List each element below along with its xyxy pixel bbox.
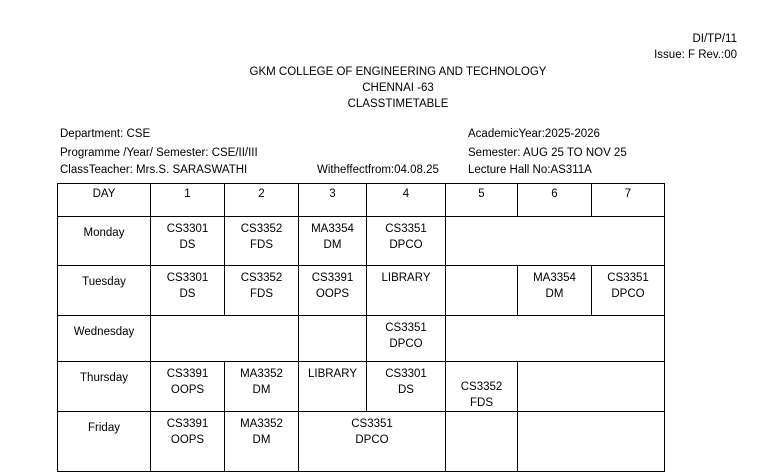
tuesday-period-1: CS3301 DS <box>151 266 225 316</box>
thursday-period-2: MA3352 DM <box>225 362 299 412</box>
lecture-hall-label: Lecture Hall No:AS311A <box>468 164 592 176</box>
monday-period-1: CS3301 DS <box>151 217 225 266</box>
wednesday-period-3-empty <box>299 316 367 362</box>
tuesday-period-7: CS3351 DPCO <box>592 266 665 316</box>
monday-period-3: MA3354 DM <box>299 217 367 266</box>
header-period-2: 2 <box>225 184 299 217</box>
header-day: DAY <box>58 184 151 217</box>
table-row <box>58 316 665 362</box>
issue-revision: Issue: F Rev.:00 <box>654 49 737 61</box>
day-tuesday: Tuesday <box>58 266 151 316</box>
programme-label: Programme /Year/ Semester: CSE/II/III <box>60 147 258 159</box>
header-period-1: 1 <box>151 184 225 217</box>
header-row <box>58 184 665 217</box>
table-row <box>58 412 665 472</box>
table-row <box>58 362 665 412</box>
friday-period-1: CS3391 OOPS <box>151 412 225 472</box>
monday-period-4: CS3351 DPCO <box>367 217 446 266</box>
thursday-periods-6-7-empty <box>518 362 665 412</box>
header-period-5: 5 <box>446 184 518 217</box>
monday-periods-5-7-empty <box>446 217 665 266</box>
college-city: CHENNAI -63 <box>362 82 434 94</box>
document-ref-code: DI/TP/11 <box>692 33 737 45</box>
tuesday-period-3: CS3391 OOPS <box>299 266 367 316</box>
college-name: GKM COLLEGE OF ENGINEERING AND TECHNOLOGY <box>249 66 547 78</box>
day-friday: Friday <box>58 412 151 472</box>
tuesday-period-6: MA3354 DM <box>518 266 592 316</box>
friday-period-2: MA3352 DM <box>225 412 299 472</box>
wednesday-periods-5-7-empty <box>446 316 665 362</box>
header-period-7: 7 <box>592 184 665 217</box>
tuesday-period-5-empty <box>446 266 518 316</box>
document-title: CLASSTIMETABLE <box>347 98 449 110</box>
friday-periods-3-4: CS3351 DPCO <box>299 412 446 472</box>
table-row <box>58 266 665 316</box>
wednesday-periods-1-2-empty <box>151 316 299 362</box>
header-period-6: 6 <box>518 184 592 217</box>
day-thursday: Thursday <box>58 362 151 412</box>
friday-period-5-empty <box>446 412 518 472</box>
header-period-4: 4 <box>367 184 446 217</box>
thursday-period-5: CS3352 FDS <box>446 362 518 412</box>
effective-date-label: Witheffectfrom:04.08.25 <box>317 164 439 176</box>
table-row <box>58 217 665 266</box>
tuesday-period-2: CS3352 FDS <box>225 266 299 316</box>
wednesday-period-4: CS3351 DPCO <box>367 316 446 362</box>
timetable <box>57 183 665 472</box>
class-teacher-label: ClassTeacher: Mrs.S. SARASWATHI <box>60 164 248 176</box>
thursday-period-4: CS3301 DS <box>367 362 446 412</box>
day-monday: Monday <box>58 217 151 266</box>
semester-label: Semester: AUG 25 TO NOV 25 <box>468 147 627 159</box>
tuesday-period-4: LIBRARY <box>367 266 446 316</box>
day-wednesday: Wednesday <box>58 316 151 362</box>
header-period-3: 3 <box>299 184 367 217</box>
thursday-period-3: LIBRARY <box>299 362 367 412</box>
thursday-period-1: CS3391 OOPS <box>151 362 225 412</box>
department-label: Department: CSE <box>60 128 151 140</box>
friday-periods-6-7-empty <box>518 412 665 472</box>
monday-period-2: CS3352 FDS <box>225 217 299 266</box>
academic-year-label: AcademicYear:2025-2026 <box>468 128 600 140</box>
